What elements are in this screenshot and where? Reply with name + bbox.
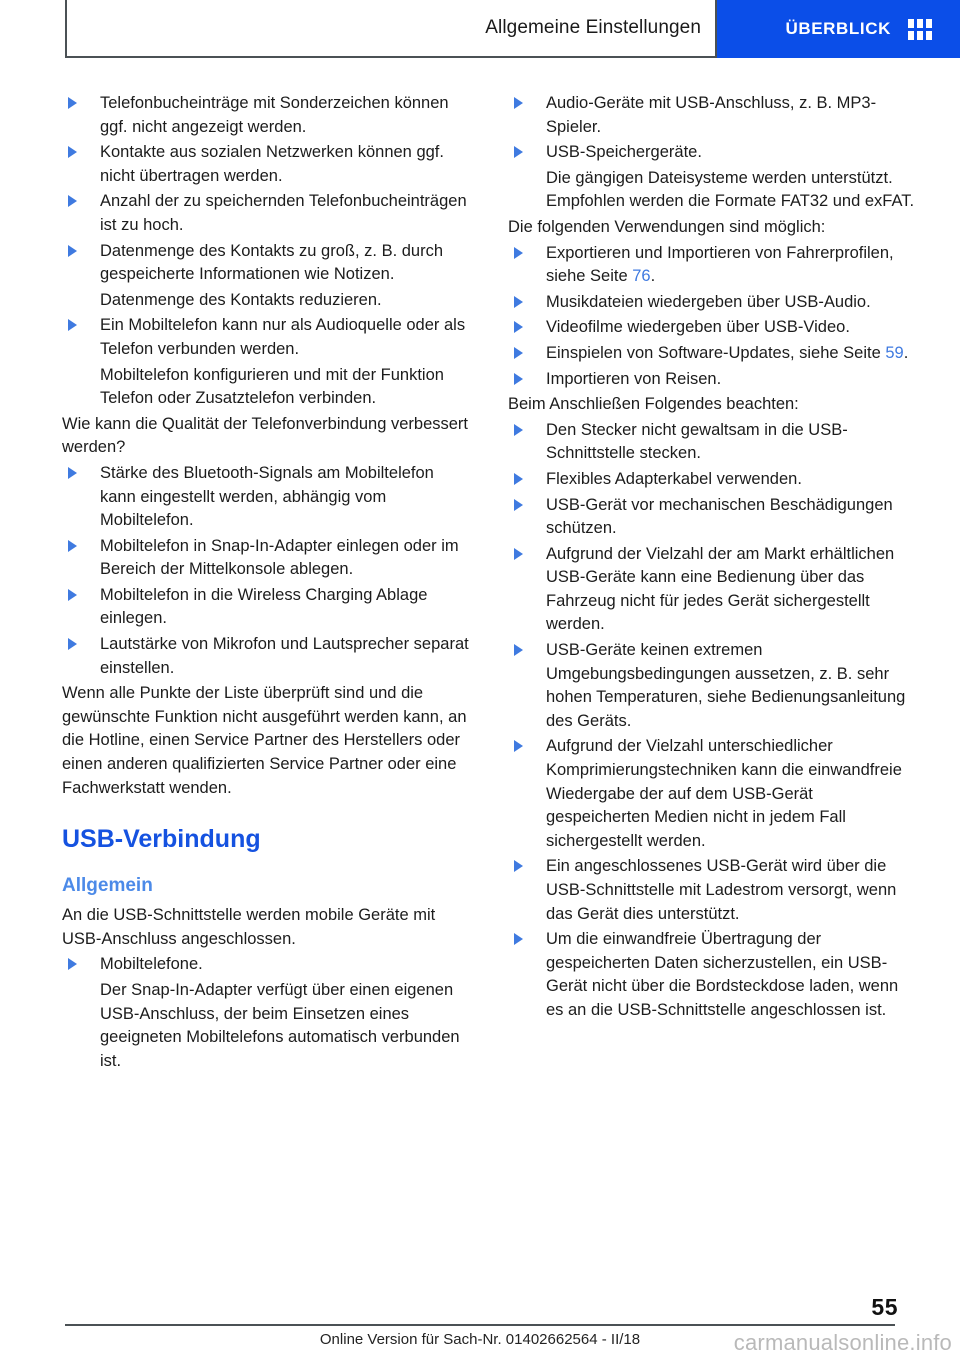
online-version-note: Online Version für Sach-Nr. 01402662564 - II/18 <box>319 1331 641 1348</box>
list-item-text: Kontakte aus sozialen Netzwerken können ggf. nicht übertragen werden. <box>100 143 444 185</box>
list-item-text: Anzahl der zu speichernden Telefonbucheinträgen ist zu hoch. <box>100 192 467 234</box>
list-item-text: Audio-Geräte mit USB-Anschluss, z. B. MP3-Spieler. <box>546 94 877 136</box>
footer-divider <box>65 1324 895 1326</box>
triangle-bullet-icon <box>514 321 523 333</box>
list-item <box>62 92 472 139</box>
list-item-text: Importieren von Reisen. <box>546 369 722 388</box>
page-number: 55 <box>871 1294 898 1320</box>
list-item <box>508 855 918 926</box>
list-item-text: Ein Mobiltelefon kann nur als Audioquelle oder als Telefon verbunden werden. <box>100 316 466 358</box>
list-item <box>62 633 472 680</box>
list-item-text: Stärke des Bluetooth-Signals am Mobiltelefon kann eingestellt werden, abhängig vom Mobiltelefon. <box>100 463 434 530</box>
list-item-text: Musikdateien wiedergeben über USB-Audio. <box>546 292 871 311</box>
list-item-text: USB-Gerät vor mechanischen Beschädigungen schützen. <box>546 495 893 538</box>
list-item-text: Flexibles Adapterkabel verwenden. <box>546 469 802 488</box>
right-column <box>508 92 918 1025</box>
list-item <box>508 494 918 541</box>
list-item-text: Aufgrund der Vielzahl unterschiedlicher Komprimierungstechniken kann die einwandfreie Wiedergabe der auf dem USB-Gerät gespeicherten Medien nicht in jedem Fall sichergestellt werden. <box>546 737 902 850</box>
triangle-bullet-icon <box>68 540 77 552</box>
list-item <box>62 953 472 977</box>
list-item-text: Videofilme wiedergeben über USB-Video. <box>546 318 850 337</box>
triangle-bullet-icon <box>68 589 77 601</box>
triangle-bullet-icon <box>514 247 523 259</box>
triangle-bullet-icon <box>514 296 523 308</box>
paragraph: Beim Anschließen Folgendes beachten: <box>508 395 799 414</box>
page-header <box>65 0 960 58</box>
list-item <box>62 584 472 631</box>
triangle-bullet-icon <box>68 245 77 257</box>
tab-uberblick[interactable] <box>717 0 960 58</box>
triangle-bullet-icon <box>68 97 77 109</box>
header-title-box <box>65 0 717 58</box>
triangle-bullet-icon <box>514 740 523 752</box>
left-column <box>62 92 472 1075</box>
list-item-note: Der Snap-In-Adapter verfügt über einen eigenen USB-Anschluss, der beim Einsetzen eines geeigneten Mobiltelefons automatisch verbunden ist. <box>100 981 460 1070</box>
triangle-bullet-icon <box>514 373 523 385</box>
list-item <box>508 468 918 492</box>
triangle-bullet-icon <box>68 319 77 331</box>
section-heading: USB-Verbindung <box>62 825 261 854</box>
paragraph: Die folgenden Verwendungen sind möglich: <box>508 217 826 236</box>
list-item <box>62 535 472 582</box>
list-item-text: USB-Geräte keinen extremen Umgebungsbedingungen aussetzen, z. B. sehr hohen Temperaturen, siehe Bedienungsanleitung des Geräts. <box>546 641 906 730</box>
list-item <box>62 314 472 361</box>
list-item-text: Mobiltelefon in die Wireless Charging Ablage einlegen. <box>100 585 428 628</box>
list-item <box>508 291 918 315</box>
triangle-bullet-icon <box>514 499 523 511</box>
list-item-text: USB-Speichergeräte. <box>546 143 702 162</box>
triangle-bullet-icon <box>514 644 523 656</box>
triangle-bullet-icon <box>68 146 77 158</box>
page-reference-link[interactable]: 76 <box>632 267 651 286</box>
page-reference-link[interactable]: 59 <box>885 343 904 362</box>
list-item-text: Einspielen von Software-Updates, siehe Seite <box>546 343 886 362</box>
paragraph: An die USB-Schnittstelle werden mobile Geräte mit USB-Anschluss angeschlossen. <box>62 906 436 948</box>
list-item-text: Lautstärke von Mikrofon und Lautsprecher separat einstellen. <box>100 635 469 677</box>
triangle-bullet-icon <box>514 933 523 945</box>
list-item <box>508 316 918 340</box>
list-item-note: Die gängigen Dateisysteme werden unterstützt. Empfohlen werden die Formate FAT32 und exFAT. <box>546 168 915 211</box>
list-item-text-tail: . <box>650 267 656 286</box>
list-item <box>508 735 918 853</box>
grid-icon <box>908 19 932 40</box>
list-item <box>508 368 918 392</box>
triangle-bullet-icon <box>68 467 77 479</box>
list-item <box>62 462 472 533</box>
list-item-note: Datenmenge des Kontakts reduzieren. <box>100 290 382 309</box>
list-item <box>62 190 472 237</box>
list-item <box>508 419 918 466</box>
triangle-bullet-icon <box>514 473 523 485</box>
list-item <box>508 543 918 637</box>
paragraph: Wie kann die Qualität der Telefonverbindung verbessert werden? <box>62 414 469 457</box>
list-item-text: Datenmenge des Kontakts zu groß, z. B. durch gespeicherte Informationen wie Notizen. <box>100 241 444 284</box>
list-item-text: Telefonbucheinträge mit Sonderzeichen können ggf. nicht angezeigt werden. <box>100 94 449 136</box>
paragraph: Wenn alle Punkte der Liste überprüft sind und die gewünschte Funktion nicht ausgeführt werden kann, an die Hotline, einen Service Partner des Herstellers oder einen anderen qualifizierten Service Partner oder eine Fachwerkstatt wenden. <box>62 684 467 797</box>
list-item-text: Exportieren und Importieren von Fahrerprofilen, siehe Seite <box>546 243 894 286</box>
list-item <box>508 639 918 733</box>
list-item-text: Ein angeschlossenes USB-Gerät wird über die USB-Schnittstelle mit Ladestrom versorgt, wenn das Gerät dies unterstützt. <box>546 857 897 923</box>
section-subheading: Allgemein <box>62 875 153 897</box>
list-item <box>508 928 918 1022</box>
triangle-bullet-icon <box>68 195 77 207</box>
list-item <box>508 342 918 366</box>
triangle-bullet-icon <box>514 347 523 359</box>
list-item <box>508 141 918 165</box>
triangle-bullet-icon <box>514 424 523 436</box>
list-item <box>508 92 918 139</box>
list-item-text: Mobiltelefone. <box>100 955 203 974</box>
list-item-text: Den Stecker nicht gewaltsam in die USB-Schnittstelle stecken. <box>546 420 848 463</box>
tab-uberblick-label: ÜBERBLICK <box>785 19 891 38</box>
list-item-text: Aufgrund der Vielzahl der am Markt erhältlichen USB-Geräte kann eine Bedienung über das Fahrzeug nicht für jedes Gerät sichergestellt werden. <box>546 544 895 634</box>
triangle-bullet-icon <box>514 860 523 872</box>
triangle-bullet-icon <box>514 97 523 109</box>
page-title: Allgemeine Einstellungen <box>485 17 701 38</box>
triangle-bullet-icon <box>68 958 77 970</box>
list-item <box>62 240 472 287</box>
list-item-text-tail: . <box>903 343 909 362</box>
list-item <box>62 141 472 188</box>
watermark: carmanualsonline.info <box>733 1330 952 1355</box>
list-item-text: Um die einwandfreie Übertragung der gespeicherten Daten sicherzustellen, ein USB-Gerät nicht über die Bordsteckdose laden, wenn es an die USB-Schnittstelle angeschlossen ist. <box>546 930 899 1019</box>
triangle-bullet-icon <box>68 638 77 650</box>
list-item-text: Mobiltelefon in Snap-In-Adapter einlegen oder im Bereich der Mittelkonsole ablegen. <box>100 536 459 579</box>
list-item-note: Mobiltelefon konfigurieren und mit der Funktion Telefon oder Zusatztelefon verbinden. <box>100 365 444 408</box>
triangle-bullet-icon <box>514 548 523 560</box>
list-item <box>508 242 918 289</box>
triangle-bullet-icon <box>514 146 523 158</box>
